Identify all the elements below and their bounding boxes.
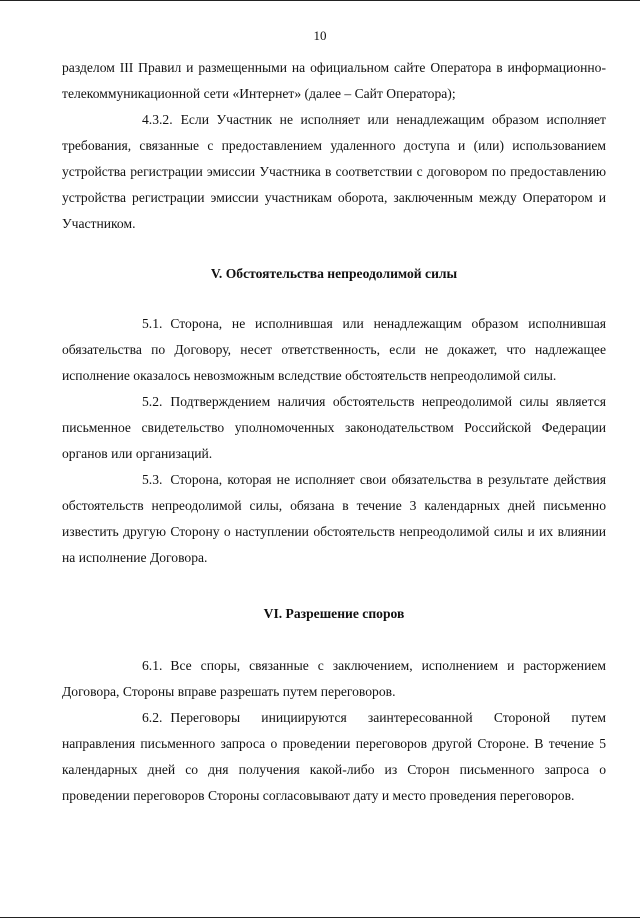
- paragraph-5-2: [62, 389, 606, 467]
- paragraph-number: 4.3.2.: [142, 112, 173, 127]
- paragraph-text: Все споры, связанные с заключением, исполнением и расторжением Договора, Стороны вправе разрешать путем переговоров.: [62, 658, 606, 699]
- paragraph-number: 6.1.: [142, 658, 163, 673]
- paragraph-number: 5.3.: [142, 472, 163, 487]
- paragraph-text: Подтверждением наличия обстоятельств непреодолимой силы является письменное свидетельство уполномоченных законодательством Российской Федерации органов или организаций.: [62, 394, 606, 461]
- paragraph-5-1: [62, 311, 606, 389]
- paragraph-text: Сторона, которая не исполняет свои обязательства в результате действия обстоятельств непреодолимой силы, обязана в течение 3 календарных дней письменно известить другую Сторону о наступлении обстоятельств непреодолимой силы и их влиянии на исполнение Договора.: [62, 472, 606, 565]
- section-5-heading: V. Обстоятельства непреодолимой силы: [210, 266, 458, 281]
- paragraph-4-3-2: [62, 107, 606, 237]
- paragraph-text: Сторона, не исполнившая или ненадлежащим образом исполнившая обязательства по Договору, несет ответственность, если не докажет, что надлежащее исполнение оказалось невозможным вследствие обстоятельств непреодолимой силы.: [62, 316, 606, 383]
- page-number: 10: [313, 28, 327, 43]
- paragraph-intro: разделом III Правил и размещенными на официальном сайте Оператора в информационно-телекоммуникационной сети «Интернет» (далее – Сайт Оператора);: [62, 60, 606, 101]
- paragraph-text: Переговоры инициируются заинтересованной Стороной путем направления письменного запроса о проведении переговоров другой Стороне. В течение 5 календарных дней со дня получения какой-либо из Сторон письменного запроса о проведении переговоров Стороны согласовывают дату и место проведения переговоров.: [62, 710, 606, 803]
- paragraph-6-2: [62, 705, 606, 809]
- paragraph-number: 6.2.: [142, 710, 163, 725]
- paragraph-6-1: [62, 653, 606, 705]
- document-body: [62, 55, 606, 809]
- section-6-heading: VI. Разрешение споров: [263, 606, 405, 621]
- paragraph-5-3: [62, 467, 606, 571]
- paragraph-number: 5.2.: [142, 394, 163, 409]
- paragraph-text: Если Участник не исполняет или ненадлежащим образом исполняет требования, связанные с предоставлением удаленного доступа и (или) использованием устройства регистрации эмиссии Участника в соответствии с договором по предоставлению устройства регистрации эмиссии участникам оборота, заключенным между Оператором и Участником.: [62, 112, 606, 231]
- paragraph-number: 5.1.: [142, 316, 163, 331]
